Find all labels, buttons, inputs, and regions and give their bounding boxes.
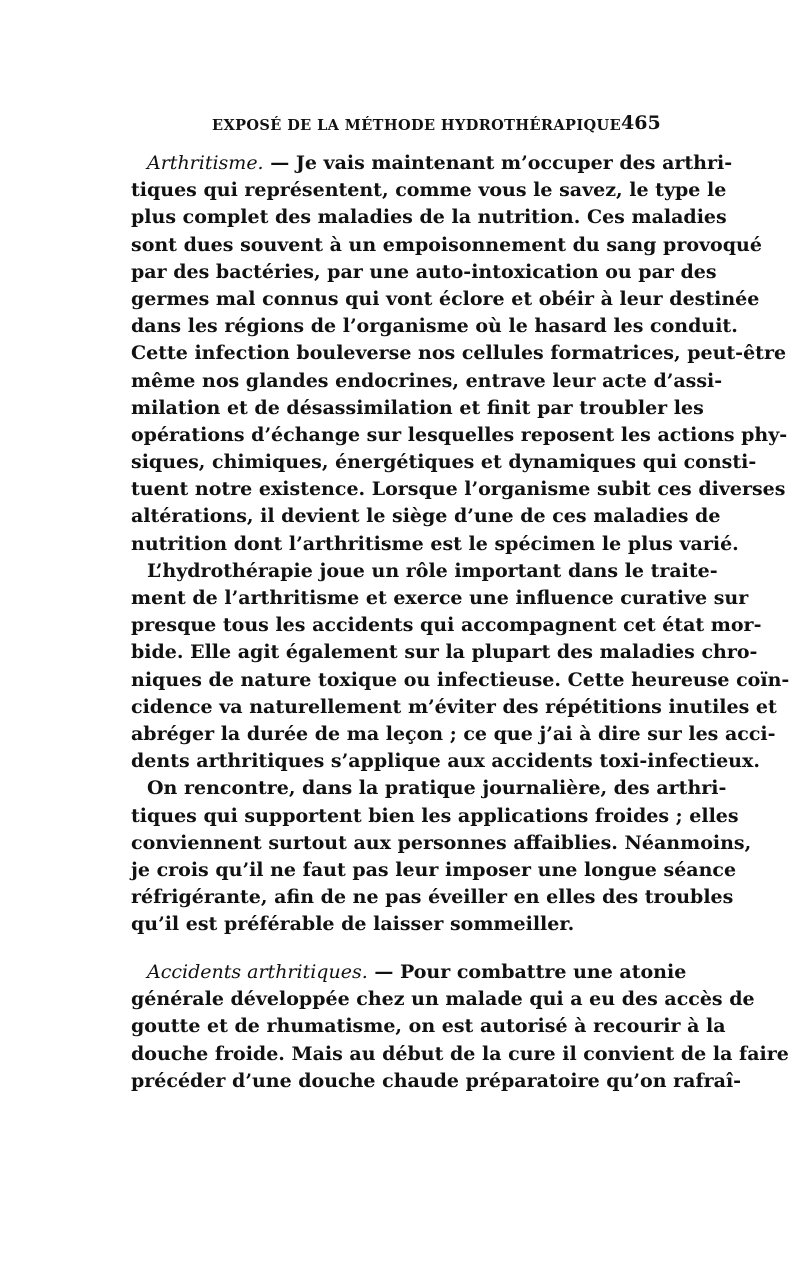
text-line: nutrition dont l’arthritisme est le spécimen le plus varié. [131, 532, 739, 555]
text-line: qu’il est préférable de laisser sommeiller. [131, 913, 575, 936]
text-line: niques de nature toxique ou infectieuse. Cette heureuse coïn- [131, 668, 790, 691]
text-line: générale développée chez un malade qui a eu des accès de [131, 988, 755, 1011]
text-line: même nos glandes endocrines, entrave leur acte d’assi- [131, 369, 723, 392]
text-line: par des bactéries, par une auto-intoxication ou par des [131, 260, 717, 283]
main-text-block [131, 150, 790, 938]
text-line: sont dues souvent à un empoisonnement du sang provoqué [131, 233, 762, 256]
text-line: Cette infection bouleverse nos cellules formatrices, peut-être [131, 342, 787, 365]
text-line: plus complet des maladies de la nutrition. Ces maladies [131, 206, 727, 229]
text-line: dans les régions de l’organisme où le hasard les conduit. [131, 315, 738, 338]
text-line: germes mal connus qui vont éclore et obéir à leur destinée [131, 287, 760, 310]
running-head: EXPOSÉ DE LA MÉTHODE HYDROTHÉRAPIQUE [212, 117, 622, 134]
text-line: L’hydrothérapie joue un rôle important dans le traite- [147, 559, 718, 582]
text-line: altérations, il devient le siège d’une de ces maladies de [131, 505, 721, 528]
text-line: je crois qu’il ne faut pas leur imposer une longue séance [131, 858, 737, 881]
text-line: réfrigérante, afin de ne pas éveiller en elles des troubles [131, 886, 734, 909]
text-line: bide. Elle agit également sur la plupart des maladies chro- [131, 641, 758, 664]
text-line: tiques qui représentent, comme vous le savez, le type le [131, 179, 727, 202]
text-line: siques, chimiques, énergétiques et dynamiques qui consti- [131, 451, 757, 474]
text-line: tuent notre existence. Lorsque l’organisme subit ces diverses [131, 478, 786, 501]
section-lead-arthritisme: Arthritisme. [147, 152, 264, 174]
section-lead-accidents: Accidents arthritiques. [147, 961, 368, 983]
text-line: milation et de désassimilation et finit par troubler les [131, 396, 704, 419]
text-line: ment de l’arthritisme et exerce une influence curative sur [131, 587, 749, 609]
text-line: opérations d’échange sur lesquelles reposent les actions phy- [131, 423, 788, 446]
text-line: abréger la durée de ma leçon ; ce que j’ai à dire sur les acci- [131, 722, 776, 745]
text-line: presque tous les accidents qui accompagnent cet état mor- [131, 614, 762, 637]
text-line: Accidents arthritiques. — Pour combattre une atonie [147, 961, 687, 983]
text-line: douche froide. Mais au début de la cure il convient de la faire [131, 1042, 789, 1065]
text-line: cidence va naturellement m’éviter des répétitions inutiles et [131, 695, 777, 718]
text-line: tiques qui supportent bien les applications froides ; elles [131, 804, 739, 827]
text-line: conviennent surtout aux personnes affaiblies. Néanmoins, [131, 831, 752, 854]
page-number: 465 [621, 112, 661, 134]
text-line: précéder d’une douche chaude préparatoire qu’on rafraî- [131, 1069, 742, 1092]
text-line: Arthritisme. — Je vais maintenant m’occuper des arthri- [147, 152, 733, 174]
text-line: goutte et de rhumatisme, on est autorisé à recourir à la [131, 1015, 726, 1038]
text-line: On rencontre, dans la pratique journalière, des arthri- [147, 777, 727, 800]
text-line: dents arthritiques s’applique aux accidents toxi-infectieux. [131, 750, 760, 773]
section-accidents-block [131, 959, 789, 1095]
